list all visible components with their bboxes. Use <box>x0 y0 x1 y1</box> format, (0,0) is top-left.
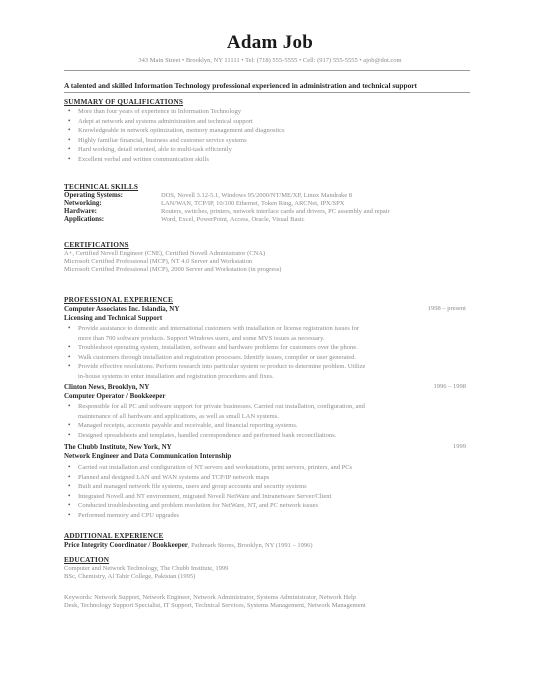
bullet-icon: • <box>68 491 71 500</box>
job-title: Licensing and Technical Support <box>64 314 163 322</box>
keywords-block <box>64 594 474 610</box>
job-header <box>64 305 466 314</box>
job-dates: 1999 <box>453 443 466 450</box>
section-heading-qualifications: SUMMARY OF QUALIFICATIONS <box>64 98 184 106</box>
section-heading-education: EDUCATION <box>64 556 110 564</box>
job-title: Network Engineer and Data Communication Internship <box>64 452 232 460</box>
list-item: BSc, Chemistry, Al Tahir College, Pakistan (1995) <box>64 573 196 580</box>
bullet-icon: • <box>68 116 71 125</box>
list-item: • Troubleshoot operating system, installation, software and hardware problems for customers over the phone. <box>68 343 358 351</box>
section-heading-certifications: CERTIFICATIONS <box>64 241 129 249</box>
list-item: • Planned and designed LAN and WAN systems and TCP/IP network maps <box>68 472 270 481</box>
bullet-icon: • <box>68 482 71 490</box>
contact-line: 343 Main Street • Brooklyn, NY 11111 • Tel: (718) 555-5555 • Cell: (917) 555-5555 • ajob@dot.com <box>138 57 402 64</box>
list-item: • Performed memory and CPU upgrades <box>68 510 180 519</box>
job-header <box>64 383 466 392</box>
list-item: Computer and Network Technology, The Chubb Institute, 1999 <box>64 565 229 572</box>
bullet-icon: • <box>68 107 71 115</box>
list-item: • Integrated Novell and NT environment, migrated Novell NetWare and Intranetware Server/Client <box>68 491 332 500</box>
list-item: • Walk customers through installation and registration processes. Identify issues, compiler or user generated. <box>68 352 356 361</box>
list-item: • Built and managed network file systems, users and group accounts and security systems <box>68 482 307 490</box>
bullet-icon: • <box>68 501 71 509</box>
list-item: • Provide assistance to domestic and international customers with installation or license registration issues for <box>68 324 360 332</box>
list-item: • Managed receipts, accounts payable and receivable, and financial reporting systems. <box>68 421 298 429</box>
job-organization: Computer Associates Inc. Islandia, NY <box>64 305 180 313</box>
skill-row: Networking: LAN/WAN, TCP/IP, 10/100 Ethernet, Token Ring, ARCNet, IPX/SPX <box>64 198 345 207</box>
bullet-icon: • <box>68 421 71 429</box>
bullet-icon: • <box>68 510 71 519</box>
list-item: • Adept at network and systems administration and technical support <box>68 116 253 125</box>
job-dates: 1996 – 1998 <box>433 383 466 390</box>
certifications-list <box>64 250 474 274</box>
keywords-line: Keywords: Network Support, Network Engineer, Network Administrator, Systems Administrator, Network Help <box>64 594 357 601</box>
bullet-icon: • <box>68 430 71 439</box>
job-dates: 1998 – present <box>427 305 466 312</box>
bullet-icon: • <box>68 352 71 361</box>
job-title: Computer Operator / Bookkeeper <box>64 392 166 400</box>
section-heading-experience: PROFESSIONAL EXPERIENCE <box>64 296 174 304</box>
professional-headline: A talented and skilled Information Technology professional experienced in administration and technical support <box>64 81 418 90</box>
list-item: Microsoft Certified Professional (MCP), NT 4.0 Server and Workstation <box>64 258 253 265</box>
list-item: • Provide effective resolutions. Perform research into particular system or product to determine problem. Utilize <box>68 362 366 370</box>
list-item: • Excellent verbal and written communication skills <box>68 154 209 163</box>
list-item: • Highly familiar financial, business and customer service systems <box>68 135 247 144</box>
job-bullets <box>64 463 474 520</box>
skills-table <box>64 192 474 224</box>
list-item: more than 700 software products. Support Windows users, and some MVS issues as necessary. <box>78 334 325 342</box>
keywords-line: Desk, Technology Support Specialist, IT Support, Technical Services, Systems Management, Network Management <box>64 602 366 609</box>
bullet-icon: • <box>68 472 71 481</box>
list-item: • More than four years of experience in Information Technology <box>68 107 241 115</box>
education-list <box>64 565 474 581</box>
bullet-icon: • <box>68 154 71 163</box>
list-item: • Carried out installation and configuration of NT servers and workstations, print servers, printers, and PCs <box>68 463 353 471</box>
list-item: maintenance of all hardware and applications, as well as small LAN systems. <box>78 412 279 420</box>
list-item: A+, Certified Novell Engineer (CNE), Certified Novell Administrator (CNA) <box>64 250 266 257</box>
list-item: • Designed spreadsheets and templates, handled correspondence and performed bank reconciliations. <box>68 430 337 439</box>
list-item: • Responsible for all PC and software support for private businesses. Carried out installation, configuration, and <box>68 402 365 410</box>
header-rule <box>64 70 470 71</box>
job-organization: Clinton News, Brooklyn, NY <box>64 383 150 391</box>
job-organization: The Chubb Institute, New York, NY <box>64 443 172 451</box>
list-item: • Conducted troubleshooting and problem resolution for NetWare, NT, and PC network issues <box>68 501 318 509</box>
bullet-icon: • <box>68 324 71 332</box>
bullet-icon: • <box>68 145 71 153</box>
bullet-icon: • <box>68 126 71 134</box>
job-header <box>64 443 466 452</box>
bullet-icon: • <box>68 402 71 410</box>
additional-job-title: Price Integrity Coordinator / Bookkeeper <box>64 541 188 549</box>
job-bullets <box>64 324 474 381</box>
list-item: • Knowledgeable in network optimization, memory management and diagnostics <box>68 126 285 134</box>
bullet-icon: • <box>68 463 71 471</box>
qualifications-list <box>64 107 474 164</box>
list-item: in-house systems to enter installation and registration procedures and fixes. <box>78 372 274 380</box>
skill-row: Applications: Word, Excel, PowerPoint, Access, Oracle, Visual Basic <box>64 214 305 223</box>
section-heading-additional: ADDITIONAL EXPERIENCE <box>64 532 164 540</box>
additional-job-detail: , Pathmark Stores, Brooklyn, NY (1991 – 1996) <box>187 542 313 549</box>
headline-rule <box>64 92 470 93</box>
bullet-icon: • <box>68 343 71 351</box>
bullet-icon: • <box>68 362 71 370</box>
skill-row: Hardware: Routers, switches, printers, network interface cards and drivers, PC assembly and repair <box>64 206 390 215</box>
section-heading-skills: TECHNICAL SKILLS <box>64 183 139 191</box>
list-item: • Hard working, detail oriented, able to multi-task efficiently <box>68 145 232 153</box>
skill-row: Operating Systems: DOS, Novell 3.12-5.1, Windows 95/2000/NT/ME/XP, Linux Mandrake 8 <box>64 191 352 199</box>
job-bullets <box>64 402 474 440</box>
additional-experience-line <box>64 541 474 549</box>
candidate-name: Adam Job <box>226 32 314 53</box>
list-item: Microsoft Certified Professional (MCP), 2000 Server and Workstation (in progress) <box>64 266 282 273</box>
bullet-icon: • <box>68 135 71 144</box>
